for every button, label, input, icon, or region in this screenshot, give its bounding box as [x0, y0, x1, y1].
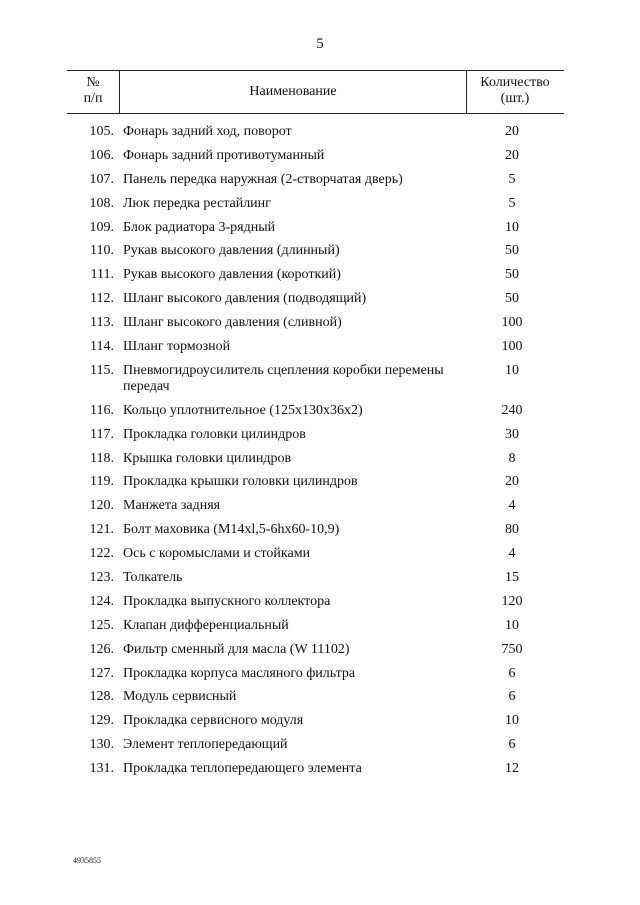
row-number: 117. — [90, 426, 114, 442]
row-quantity: 100 — [501, 315, 523, 331]
table-row — [67, 124, 564, 140]
row-quantity: 80 — [505, 522, 519, 538]
table-row — [67, 148, 564, 164]
table-row — [67, 666, 564, 682]
table-row — [67, 267, 564, 283]
row-name: Крышка головки цилиндров — [123, 450, 292, 466]
table-row — [67, 546, 564, 562]
table-row — [67, 451, 564, 467]
row-quantity: 8 — [508, 450, 516, 466]
row-name: Фонарь задний противотуманный — [123, 147, 325, 163]
row-quantity: 30 — [505, 426, 519, 442]
row-number: 112. — [90, 291, 114, 307]
row-name: Прокладка теплопередающего элемента — [123, 761, 362, 777]
row-name: Фильтр сменный для масла (W 11102) — [123, 641, 350, 657]
row-number: 130. — [89, 737, 114, 753]
row-name: Прокладка корпуса масляного фильтра — [123, 665, 356, 681]
table-row — [67, 339, 564, 355]
table-row — [67, 618, 564, 634]
row-name: Пневмогидроусилитель сцепления коробки перемены передач — [123, 362, 444, 394]
row-quantity: 750 — [501, 641, 523, 657]
row-name: Шланг высокого давления (сливной) — [123, 315, 342, 331]
table-row — [67, 522, 564, 538]
table-row — [67, 498, 564, 514]
table-row — [67, 196, 564, 212]
row-quantity: 6 — [508, 665, 516, 681]
table-row — [67, 761, 564, 777]
row-number: 115. — [90, 362, 114, 378]
row-name: Панель передка наружная (2-створчатая дверь) — [123, 171, 403, 187]
row-quantity: 20 — [505, 147, 519, 163]
header-number-symbol: № — [86, 75, 100, 90]
row-quantity: 20 — [505, 124, 519, 139]
row-name: Прокладка крышки головки цилиндров — [123, 474, 358, 490]
row-name: Манжета задняя — [123, 498, 221, 514]
table-row — [67, 689, 564, 705]
row-name: Ось с коромыслами и стойками — [123, 546, 311, 562]
row-number: 109. — [89, 219, 114, 235]
row-number: 129. — [89, 713, 114, 729]
header-quantity-column — [466, 71, 564, 113]
row-quantity: 10 — [505, 362, 519, 378]
row-name: Рукав высокого давления (длинный) — [123, 243, 340, 259]
row-name: Шланг высокого давления (подводящий) — [123, 291, 367, 307]
row-quantity: 120 — [501, 593, 523, 609]
row-quantity: 10 — [505, 713, 519, 729]
row-name: Рукав высокого давления (короткий) — [123, 267, 341, 283]
table-row — [67, 642, 564, 658]
row-name: Кольцо уплотнительное (125x130x36x2) — [123, 402, 363, 418]
table-row — [67, 474, 564, 490]
row-quantity: 20 — [505, 474, 519, 490]
row-name: Люк передка рестайлинг — [123, 195, 271, 211]
row-name: Болт маховика (M14xl,5-6hx60-10,9) — [123, 522, 340, 538]
row-number: 114. — [90, 339, 114, 355]
header-quantity-label: Количество — [480, 75, 550, 90]
row-quantity: 4 — [508, 498, 516, 514]
row-quantity: 50 — [505, 243, 519, 259]
row-number: 122. — [89, 546, 114, 562]
row-number: 118. — [90, 450, 114, 466]
row-number: 119. — [90, 474, 114, 490]
row-name: Прокладка головки цилиндров — [123, 426, 306, 442]
row-name: Прокладка выпускного коллектора — [123, 593, 331, 609]
row-number: 121. — [89, 522, 114, 538]
row-number: 106. — [89, 147, 114, 163]
table-row — [67, 594, 564, 610]
row-number: 123. — [89, 570, 114, 586]
row-number: 125. — [89, 617, 114, 633]
row-number: 108. — [89, 195, 114, 211]
table-row — [67, 363, 564, 395]
table-row — [67, 427, 564, 443]
table-body — [67, 124, 564, 785]
row-quantity: 4 — [508, 546, 516, 562]
row-name: Шланг тормозной — [123, 339, 231, 355]
row-number: 120. — [89, 498, 114, 514]
table-row — [67, 291, 564, 307]
table-row — [67, 570, 564, 586]
row-number: 111. — [90, 267, 114, 283]
table-row — [67, 737, 564, 753]
header-quantity-unit: (шт.) — [500, 91, 530, 106]
row-quantity: 10 — [505, 617, 519, 633]
table-row — [67, 243, 564, 259]
header-number-abbrev: п/п — [83, 91, 103, 106]
row-number: 110. — [90, 243, 114, 259]
row-quantity: 6 — [508, 737, 516, 753]
row-name: Прокладка сервисного модуля — [123, 713, 304, 729]
row-name: Фонарь задний ход, поворот — [123, 124, 292, 139]
row-quantity: 6 — [508, 689, 516, 705]
row-quantity: 100 — [501, 339, 523, 355]
row-number: 107. — [89, 171, 114, 187]
row-name: Блок радиатора 3-рядный — [123, 219, 276, 235]
row-quantity: 12 — [505, 761, 519, 777]
row-number: 126. — [89, 641, 114, 657]
row-name: Толкатель — [123, 570, 183, 586]
row-quantity: 50 — [505, 267, 519, 283]
row-quantity: 5 — [508, 195, 516, 211]
row-number: 127. — [89, 665, 114, 681]
document-code: 4935855 — [73, 856, 101, 865]
row-name: Клапан дифференциальный — [123, 617, 289, 633]
row-quantity: 240 — [501, 402, 523, 418]
row-number: 105. — [89, 124, 114, 139]
header-number-column — [67, 71, 120, 113]
row-number: 116. — [90, 402, 114, 418]
table-row — [67, 172, 564, 188]
table-row — [67, 315, 564, 331]
table-row — [67, 403, 564, 419]
row-number: 128. — [89, 689, 114, 705]
page-number: 5 — [316, 36, 324, 52]
table-row — [67, 713, 564, 729]
header-name-column: Наименование — [120, 71, 467, 113]
row-number: 124. — [89, 593, 114, 609]
table-header — [67, 70, 564, 114]
row-name: Модуль сервисный — [123, 689, 237, 705]
row-name: Элемент теплопередающий — [123, 737, 288, 753]
row-number: 131. — [89, 761, 114, 777]
table-row — [67, 220, 564, 236]
row-quantity: 10 — [505, 219, 519, 235]
row-number: 113. — [90, 315, 114, 331]
row-quantity: 15 — [505, 570, 519, 586]
row-quantity: 50 — [505, 291, 519, 307]
row-quantity: 5 — [508, 171, 516, 187]
